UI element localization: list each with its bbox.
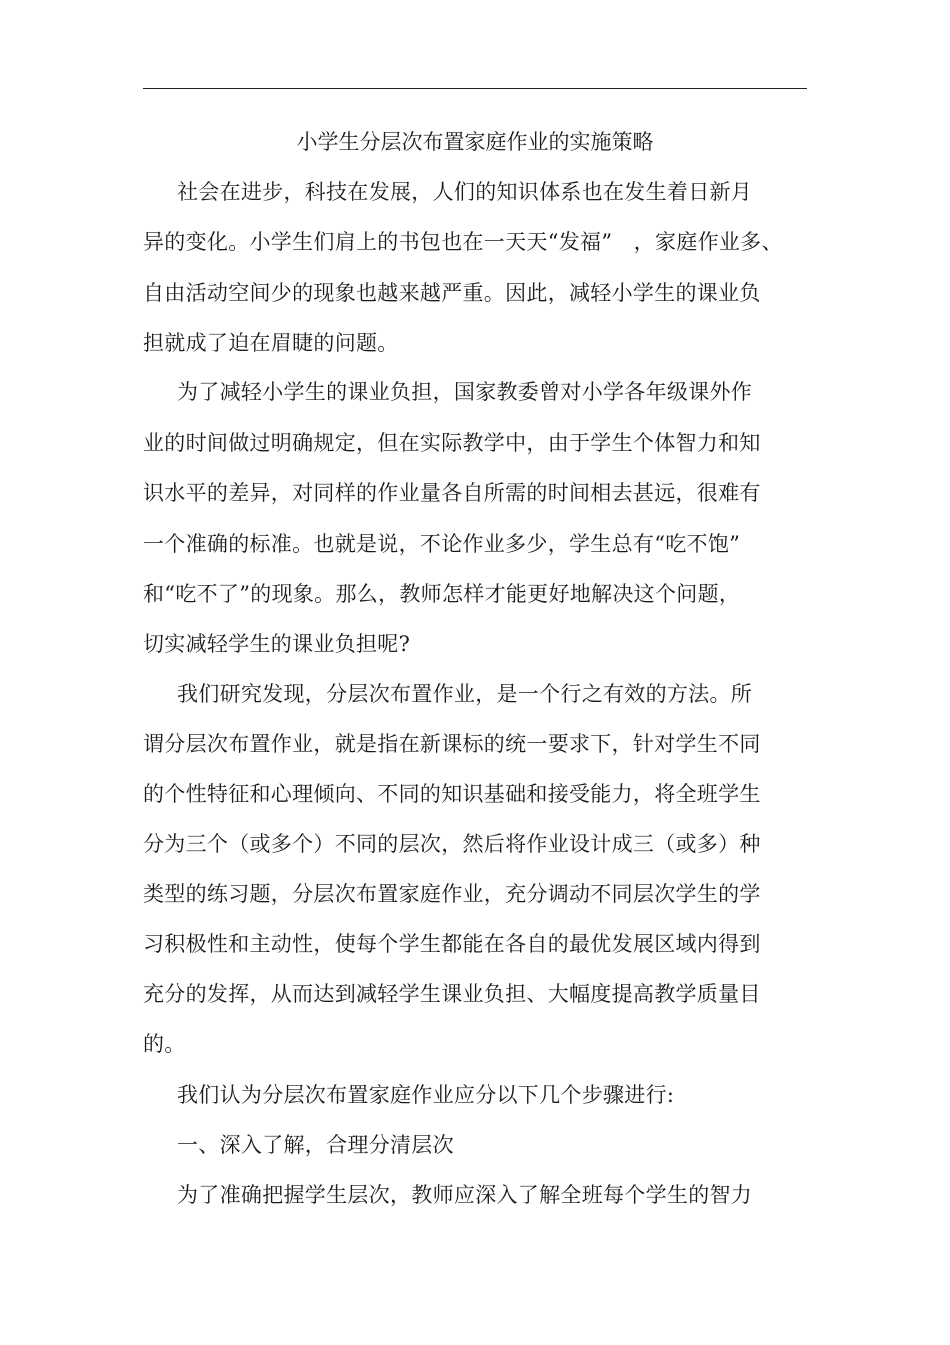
paragraph-line: 和“吃不了”的现象。那么，教师怎样才能更好地解决这个问题， xyxy=(143,582,741,606)
paragraph-line: 充分的发挥，从而达到减轻学生课业负担、大幅度提高教学质量目 xyxy=(143,982,761,1006)
paragraph-line: 的。 xyxy=(143,1032,186,1056)
paragraph-line: 的个性特征和心理倾向、不同的知识基础和接受能力，将全班学生 xyxy=(143,782,761,806)
paragraph-line: 识水平的差异，对同样的作业量各自所需的时间相去甚远，很难有 xyxy=(143,481,761,505)
paragraph-line: 我们认为分层次布置家庭作业应分以下几个步骤进行: xyxy=(177,1083,675,1107)
paragraph-line: 一个准确的标准。也就是说，不论作业多少，学生总有“吃不饱” xyxy=(143,532,741,556)
paragraph-line: 社会在进步，科技在发展，人们的知识体系也在发生着日新月 xyxy=(177,180,753,204)
paragraph-line: 谓分层次布置作业，就是指在新课标的统一要求下，针对学生不同 xyxy=(143,732,761,756)
paragraph-line: 异的变化。小学生们肩上的书包也在一天天“发福” ，家庭作业多、 xyxy=(143,230,783,254)
document-title: 小学生分层次布置家庭作业的实施策略 xyxy=(296,130,654,154)
paragraph-line: 为了减轻小学生的课业负担，国家教委曾对小学各年级课外作 xyxy=(177,380,753,404)
section-heading: 一、深入了解，合理分清层次 xyxy=(177,1133,454,1157)
paragraph-line: 分为三个（或多个）不同的层次，然后将作业设计成三（或多）种 xyxy=(143,832,761,856)
paragraph-line: 业的时间做过明确规定，但在实际教学中，由于学生个体智力和知 xyxy=(143,431,761,455)
paragraph-line: 我们研究发现，分层次布置作业，是一个行之有效的方法。所 xyxy=(177,682,753,706)
paragraph-line: 切实减轻学生的课业负担呢? xyxy=(143,632,411,656)
paragraph-line: 习积极性和主动性，使每个学生都能在各自的最优发展区域内得到 xyxy=(143,932,761,956)
header-rule xyxy=(143,88,807,89)
paragraph-line: 为了准确把握学生层次，教师应深入了解全班每个学生的智力 xyxy=(177,1183,753,1207)
paragraph-line: 自由活动空间少的现象也越来越严重。因此，减轻小学生的课业负 xyxy=(143,281,761,305)
paragraph-line: 类型的练习题，分层次布置家庭作业，充分调动不同层次学生的学 xyxy=(143,882,761,906)
paragraph-line: 担就成了迫在眉睫的问题。 xyxy=(143,331,399,355)
